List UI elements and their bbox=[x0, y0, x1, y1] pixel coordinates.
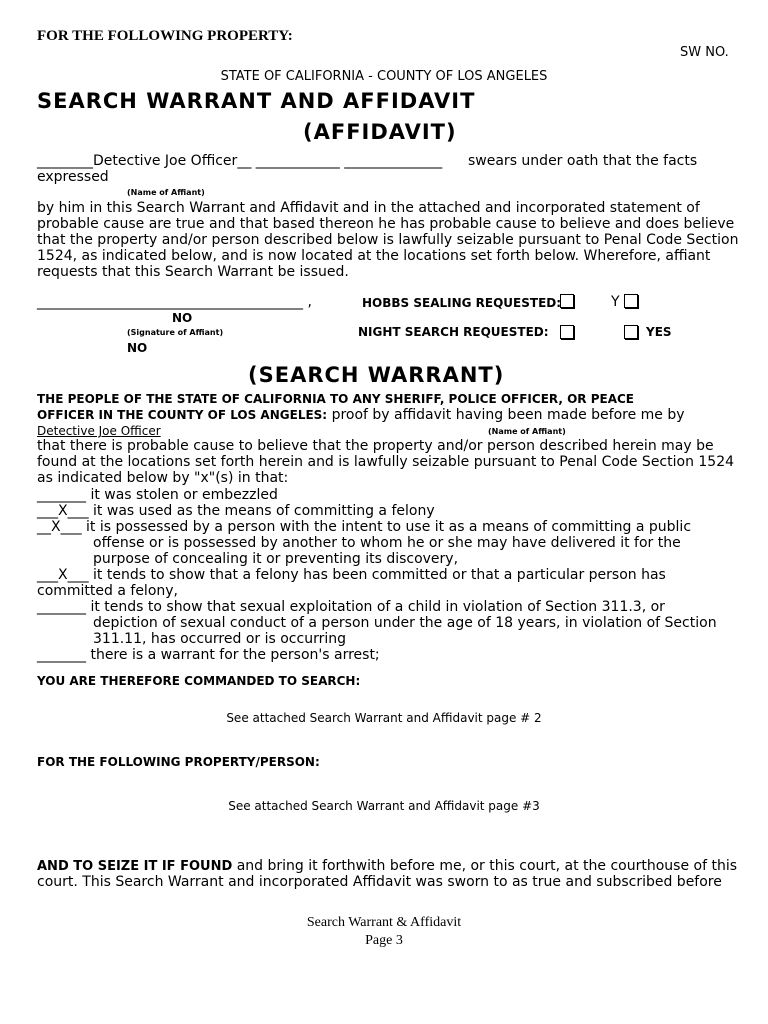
hobbs-yes-checkbox[interactable] bbox=[624, 294, 638, 308]
jurisdiction: STATE OF CALIFORNIA - COUNTY OF LOS ANGELES bbox=[220, 69, 548, 84]
list-item: _______ it was stolen or embezzled bbox=[37, 487, 278, 503]
item-mark[interactable]: ___X___ bbox=[37, 567, 89, 583]
affidavit-heading: (AFFIDAVIT) bbox=[303, 120, 457, 144]
item-mark[interactable]: _______ bbox=[37, 599, 86, 615]
name-of-affiant-caption: (Name of Affiant) bbox=[127, 188, 205, 197]
night-yes-checkbox[interactable] bbox=[624, 325, 638, 339]
document-title: SEARCH WARRANT AND AFFIDAVIT bbox=[37, 89, 476, 113]
item-mark[interactable]: _______ bbox=[37, 487, 86, 503]
item-mark[interactable]: __X___ bbox=[37, 519, 82, 535]
probable-cause-text: that there is probable cause to believe that the property and/or person described herein may be found at the locations set forth herein and is lawfully seizable pursuant to Penal Code Section 1524 as indicated below by "x"(s) in that: bbox=[37, 438, 735, 486]
signature-caption: (Signature of Affiant) bbox=[127, 328, 224, 337]
commanded-heading: YOU ARE THEREFORE COMMANDED TO SEARCH: bbox=[37, 674, 361, 688]
warrant-affiant-name: Detective Joe Officer bbox=[37, 424, 161, 438]
affidavit-body: by him in this Search Warrant and Affidavit and in the attached and incorporated statement of probable cause are true and that based thereon he has probable cause to believe and does believe that the property and/or person described below is lawfully seizable pursuant to Penal Code Section 1524, as indicated below, and is now located at the locations set forth below. Wherefore, affiant requests that this Search Warrant be issued. bbox=[37, 200, 739, 280]
people-line-2: OFFICER IN THE COUNTY OF LOS ANGELES: proof by affidavit having been made before me by bbox=[37, 407, 685, 423]
warrant-name-caption: (Name of Affiant) bbox=[488, 427, 566, 436]
list-item: ___X___ it tends to show that a felony has been committed or that a particular person has committed a felony, bbox=[37, 567, 666, 599]
affiant-name: Detective Joe Officer bbox=[93, 153, 238, 169]
property-person-heading: FOR THE FOLLOWING PROPERTY/PERSON: bbox=[37, 755, 320, 769]
page-number: Page 3 bbox=[365, 933, 403, 948]
see-page-3: See attached Search Warrant and Affidavit page #3 bbox=[228, 799, 540, 813]
grounds-list bbox=[37, 487, 737, 663]
hobbs-no-label: NO bbox=[172, 311, 193, 325]
property-heading: FOR THE FOLLOWING PROPERTY: bbox=[37, 28, 293, 44]
affiant-line: ________Detective Joe Officer__ ____________ ______________ bbox=[37, 153, 443, 169]
hobbs-no-checkbox[interactable] bbox=[560, 294, 574, 308]
list-item: _______ there is a warrant for the person's arrest; bbox=[37, 647, 380, 663]
search-warrant-heading: (SEARCH WARRANT) bbox=[248, 363, 505, 387]
night-yes-label: YES bbox=[646, 325, 672, 339]
footer-title: Search Warrant & Affidavit bbox=[306, 915, 462, 930]
night-search-label: NIGHT SEARCH REQUESTED: bbox=[358, 325, 549, 339]
see-page-2: See attached Search Warrant and Affidavit page # 2 bbox=[226, 711, 542, 725]
list-item: _______ it tends to show that sexual exploitation of a child in violation of Section 311.3, or depiction of sexual conduct of a person under the age of 18 years, in violation of Section 311.11, has occurred or is occurring bbox=[37, 599, 717, 647]
item-mark[interactable]: ___X___ bbox=[37, 503, 89, 519]
expressed-text: expressed bbox=[37, 169, 109, 185]
list-item: ___X___ it was used as the means of committing a felony bbox=[37, 503, 435, 519]
swears-text: swears under oath that the facts bbox=[468, 153, 698, 169]
night-no-checkbox[interactable] bbox=[560, 325, 574, 339]
people-line-1: THE PEOPLE OF THE STATE OF CALIFORNIA TO ANY SHERIFF, POLICE OFFICER, OR PEACE bbox=[37, 392, 635, 406]
seize-line-1: AND TO SEIZE IT IF FOUND and bring it forthwith before me, or this court, at the courthouse of this bbox=[37, 858, 738, 874]
sw-number-label: SW NO. bbox=[680, 45, 729, 60]
night-no-label: NO bbox=[127, 341, 148, 355]
hobbs-sealing-label: HOBBS SEALING REQUESTED: bbox=[362, 296, 562, 310]
list-item: __X___ it is possessed by a person with the intent to use it as a means of committing a public offense or is possessed by another to whom he or she may have delivered it for the purpose of concealing it or preventing its discovery, bbox=[37, 519, 692, 567]
hobbs-yes-label: Y bbox=[611, 294, 620, 310]
item-mark[interactable]: _______ bbox=[37, 647, 86, 663]
seize-line-2: court. This Search Warrant and incorporated Affidavit was sworn to as true and subscribed before bbox=[37, 874, 722, 890]
signature-line[interactable]: ______________________________________ , bbox=[37, 294, 312, 310]
